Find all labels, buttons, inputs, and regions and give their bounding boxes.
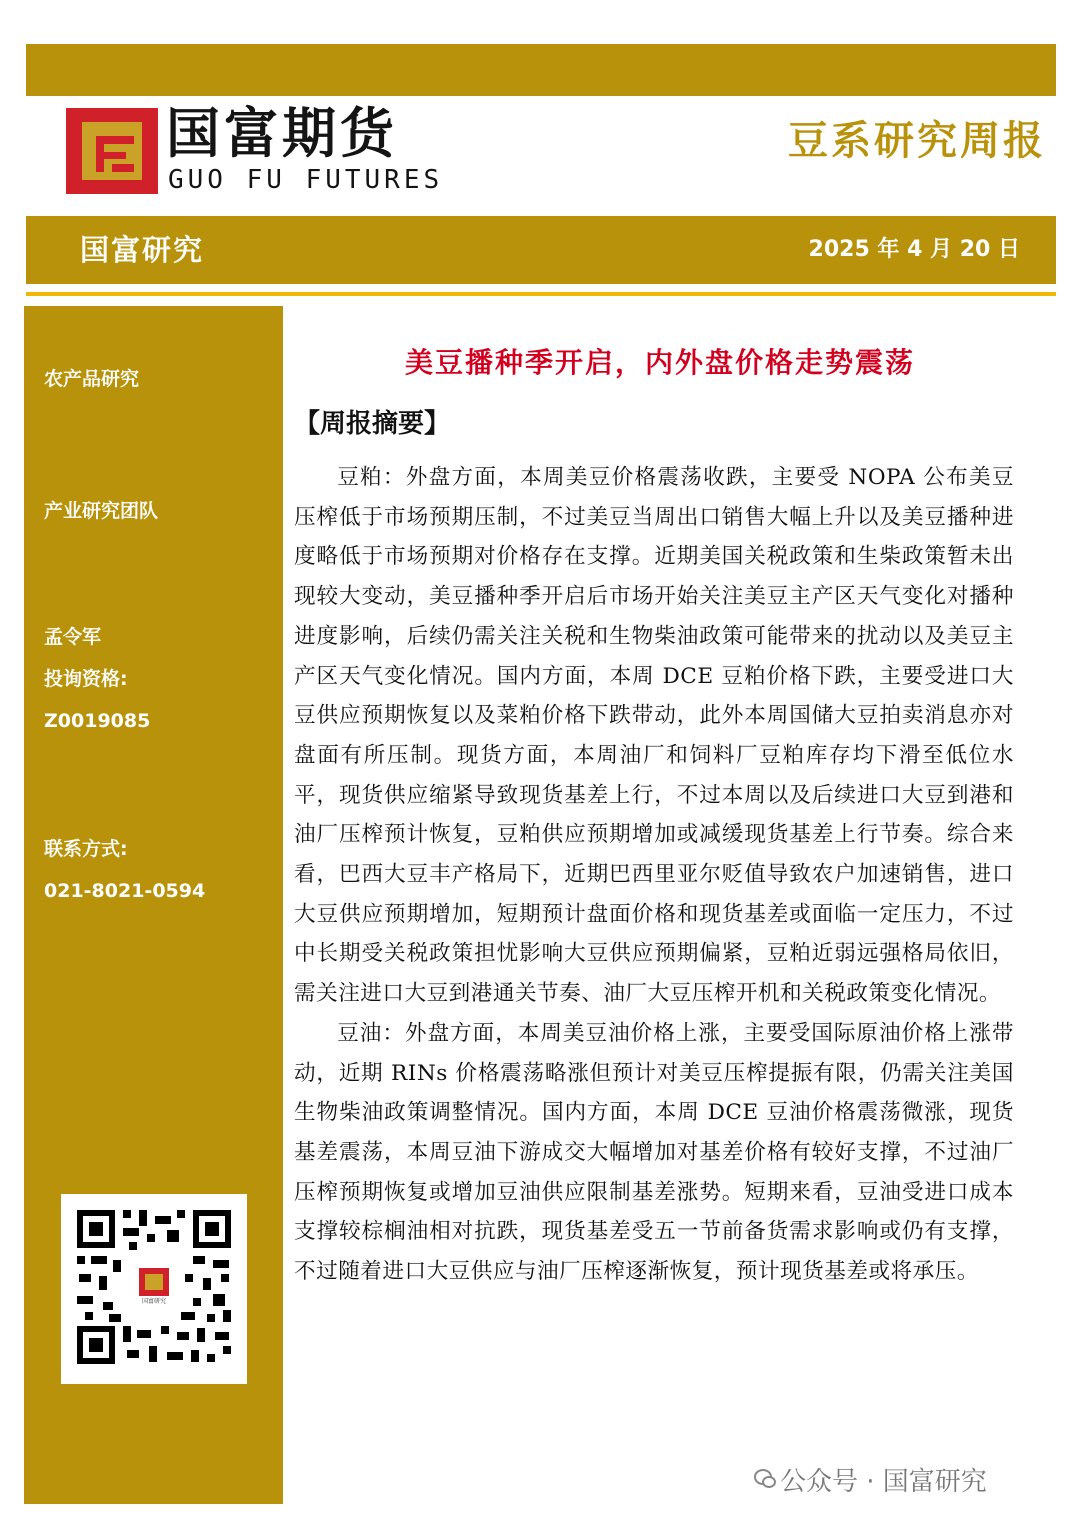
paragraph-soymeal: 豆粕：外盘方面，本周美豆价格震荡收跌，主要受 NOPA 公布美豆压榨低于市场预期压制，不过美豆当周出口销售大幅上升以及美豆播种进度略低于市场预期对价格存在支撑。近期美国关税政策和生柴政策暂未出现较大变动，美豆播种季开启后市场开始关注美豆主产区天气变化对播种进度影响，后续仍需关注关税和生物柴油政策可能带来的扰动以及美豆主产区天气变化情况。国内方面，本周 DCE 豆粕价格下跌，主要受进口大豆供应预期恢复以及菜粕价格下跌带动，此外本周国储大豆拍卖消息亦对盘面有所压制。现货方面，本周油厂和饲料厂豆粕库存均下滑至低位水平，现货供应缩紧导致现货基差上行，不过本周以及后续进口大豆到港和油厂压榨预计恢复，豆粕供应预期增加或减缓现货基差上行节奏。综合来看，巴西大豆丰产格局下，近期巴西里亚尔贬值导致农户加速销售，进口大豆供应预期增加，短期预计盘面价格和现货基差或面临一定压力，不过中长期受关税政策担忧影响大豆供应预期偏紧，豆粕近弱远强格局依旧，需关注进口大豆到港通关节奏、油厂大豆压榨开机和关税政策变化情况。 xyxy=(294,465,1014,1007)
brand-name-english: GUO FU FUTURES xyxy=(168,165,444,195)
section-bar xyxy=(26,216,1056,284)
sidebar-cert-label: 投询资格: xyxy=(44,668,128,690)
report-body xyxy=(294,458,1014,1292)
brand-name-chinese: 国富期货 xyxy=(166,102,398,165)
sidebar-category: 农产品研究 xyxy=(44,368,140,390)
footer-watermark: 公众号 · 国富研究 xyxy=(780,1467,987,1497)
sidebar-contact-label: 联系方式: xyxy=(44,838,128,860)
qr-code-icon xyxy=(73,1206,235,1368)
sidebar xyxy=(24,306,283,1504)
sidebar-cert-number: Z0019085 xyxy=(44,710,151,732)
report-title: 美豆播种季开启，内外盘价格走势震荡 xyxy=(404,346,915,379)
section-title: 国富研究 xyxy=(80,233,205,267)
qr-code xyxy=(61,1194,247,1384)
paragraph-soyoil: 豆油：外盘方面，本周美豆油价格上涨，主要受国际原油价格上涨带动，近期 RINs 价格震荡略涨但预计对美豆压榨提振有限，仍需关注美国生物柴油政策调整情况。国内方面，本周 DCE 豆油价格震荡微涨，现货基差震荡，本周豆油下游成交大幅增加对基差价格有较好支撑，不过油厂压榨预期恢复或增加豆油供应限制基差涨势。短期来看，豆油受进口成本支撑较棕榈油相对抗跌，现货基差受五一节前备货需求影响或仍有支撑，不过随着进口大豆供应与油厂压榨逐渐恢复，预计现货基差或将承压。 xyxy=(294,1020,1014,1285)
guofu-logo-icon xyxy=(66,108,158,194)
divider-rule xyxy=(26,292,1056,296)
wechat-icon xyxy=(754,1468,776,1490)
sidebar-analyst-name: 孟令军 xyxy=(44,626,102,648)
report-date: 2025 年 4 月 20 日 xyxy=(808,237,1020,262)
abstract-heading: 【周报摘要】 xyxy=(294,409,451,439)
top-banner-bar xyxy=(26,44,1056,96)
report-type-title: 豆系研究周报 xyxy=(788,117,1046,164)
qr-center-label: 国富研究 xyxy=(137,1298,171,1306)
sidebar-phone: 021-8021-0594 xyxy=(44,880,206,902)
sidebar-team: 产业研究团队 xyxy=(44,500,159,522)
